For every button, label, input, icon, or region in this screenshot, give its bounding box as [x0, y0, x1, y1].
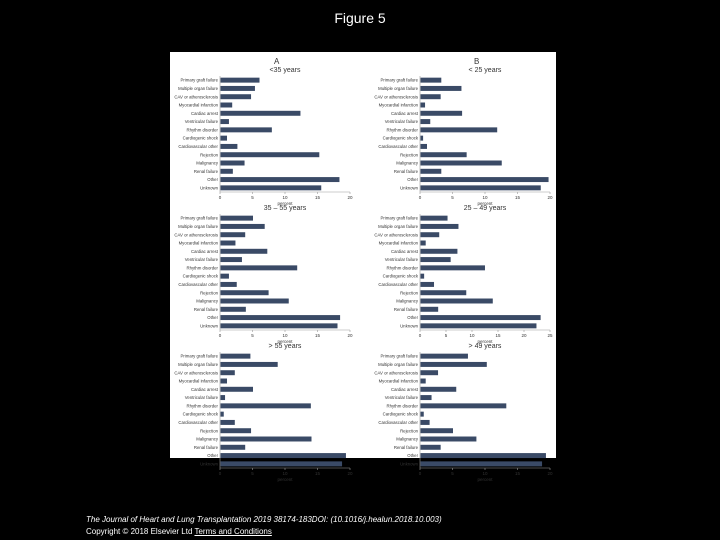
bar [221, 412, 224, 417]
category-label: CAV or atherosclerosis [374, 232, 418, 238]
category-label: CAV or atherosclerosis [174, 94, 218, 100]
category-label: Malignancy [396, 298, 418, 304]
category-label: Malignancy [396, 436, 418, 442]
bar [421, 127, 498, 132]
bar [421, 453, 546, 458]
category-label: CAV or atherosclerosis [374, 94, 418, 100]
category-label: Primary graft failure [380, 353, 418, 359]
chart-5 [374, 343, 553, 482]
bar [421, 290, 467, 295]
x-axis-label: percent [277, 477, 293, 482]
category-label: Unknown [400, 461, 418, 467]
chart-4 [174, 343, 353, 482]
bar [221, 437, 312, 442]
bar [421, 257, 451, 262]
category-label: Unknown [400, 185, 418, 191]
bar [221, 103, 233, 108]
chart-0 [174, 67, 353, 206]
category-label: Cardiogenic shock [382, 411, 418, 417]
category-label: Ventricular failure [184, 257, 218, 263]
citation-text: The Journal of Heart and Lung Transplantation 2019 38174-183DOI: (10.1016/j.healun.2018.10.003) [86, 515, 442, 524]
category-label: Malignancy [196, 160, 218, 166]
category-label: Cardiovascular other [178, 144, 218, 150]
chart-1 [374, 67, 553, 206]
category-label: Ventricular failure [184, 395, 218, 401]
bar [221, 461, 343, 466]
category-label: Ventricular failure [384, 119, 418, 125]
category-label: Myocardial infarction [178, 102, 218, 108]
x-tick-label: 5 [251, 195, 254, 200]
category-label: Primary graft failure [180, 215, 218, 221]
category-label: Myocardial infarction [178, 378, 218, 384]
terms-link[interactable]: Terms and Conditions [194, 527, 272, 536]
chart-title: < 25 years [468, 67, 502, 74]
bar [421, 445, 441, 450]
category-label: Multiple organ failure [178, 362, 218, 368]
bar [421, 299, 493, 304]
category-label: Rhythm disorder [386, 265, 418, 271]
figure-title: Figure 5 [334, 10, 386, 26]
bar [421, 403, 507, 408]
category-label: Multiple organ failure [378, 362, 418, 368]
category-label: Cardiogenic shock [382, 135, 418, 141]
category-label: Cardiac arrest [391, 386, 418, 392]
bar [221, 86, 255, 91]
category-label: Other [407, 315, 418, 321]
bar [421, 78, 442, 83]
category-label: Rejection [400, 428, 418, 434]
x-tick-label: 20 [547, 195, 553, 200]
bar [221, 307, 246, 312]
category-label: Multiple organ failure [378, 224, 418, 230]
category-label: Cardiac arrest [391, 110, 418, 116]
category-label: Unknown [200, 185, 218, 191]
bar [421, 461, 543, 466]
x-tick-label: 0 [418, 195, 422, 200]
chart-2 [174, 205, 353, 344]
category-label: Other [207, 315, 218, 321]
bar [421, 119, 431, 124]
category-label: Renal failure [393, 306, 418, 312]
category-label: Cardiovascular other [178, 420, 218, 426]
category-label: Cardiovascular other [378, 420, 418, 426]
bar [221, 282, 237, 287]
bar [221, 370, 235, 375]
x-axis-label: percent [277, 201, 293, 206]
chart-title: 25 – 49 years [463, 205, 507, 212]
x-axis-label: percent [477, 477, 493, 482]
x-tick-label: 5 [451, 195, 454, 200]
category-label: Cardiovascular other [178, 282, 218, 288]
bar [421, 241, 426, 246]
bar [221, 94, 252, 99]
bar [221, 453, 346, 458]
bar [421, 395, 432, 400]
category-label: Rhythm disorder [186, 403, 218, 409]
category-label: Other [207, 453, 218, 459]
x-tick-label: 15 [495, 333, 501, 338]
category-label: Rejection [400, 152, 418, 158]
bar [221, 257, 242, 262]
category-label: Primary graft failure [380, 215, 418, 221]
category-label: Cardiac arrest [191, 110, 218, 116]
bar [421, 161, 502, 166]
bar [221, 290, 269, 295]
chart-title: <35 years [269, 67, 301, 74]
chart-grid [170, 52, 556, 482]
bar [421, 216, 448, 221]
bar [221, 323, 338, 328]
x-tick-label: 20 [347, 471, 353, 476]
bar [221, 119, 229, 124]
x-tick-label: 20 [521, 333, 527, 338]
bar [421, 323, 537, 328]
bar [421, 249, 458, 254]
x-tick-label: 0 [218, 333, 222, 338]
bar [421, 420, 430, 425]
copyright-line [86, 526, 442, 538]
chart-title: > 49 years [468, 343, 502, 350]
bar [421, 265, 485, 270]
bar [221, 299, 289, 304]
category-label: Unknown [200, 323, 218, 329]
category-label: Renal failure [193, 168, 218, 174]
x-tick-label: 0 [418, 471, 422, 476]
bar [421, 412, 424, 417]
bar [421, 370, 439, 375]
figure-panel [170, 52, 556, 482]
bar [421, 362, 487, 367]
category-label: Renal failure [393, 444, 418, 450]
x-tick-label: 20 [547, 471, 553, 476]
bar [221, 395, 226, 400]
footer [86, 514, 442, 538]
bar [221, 152, 320, 157]
bar [221, 420, 235, 425]
x-tick-label: 0 [418, 333, 422, 338]
chart-title: 35 – 55 years [263, 205, 307, 212]
bar [221, 136, 228, 141]
category-label: Ventricular failure [184, 119, 218, 125]
bar [221, 177, 340, 182]
x-tick-label: 5 [251, 333, 254, 338]
bar [221, 387, 254, 392]
bar [421, 354, 468, 359]
bar [221, 169, 233, 174]
bar [221, 216, 254, 221]
x-axis-label: percent [277, 339, 293, 344]
category-label: Renal failure [393, 168, 418, 174]
bar [421, 144, 428, 149]
category-label: Primary graft failure [180, 353, 218, 359]
category-label: Renal failure [193, 306, 218, 312]
x-tick-label: 0 [218, 471, 222, 476]
bar [221, 224, 265, 229]
bar [221, 127, 272, 132]
x-tick-label: 20 [347, 333, 353, 338]
category-label: Cardiovascular other [378, 282, 418, 288]
x-tick-label: 15 [514, 471, 521, 476]
category-label: Cardiovascular other [378, 144, 418, 150]
x-tick-label: 15 [314, 471, 321, 476]
bar [421, 437, 477, 442]
chart-title: > 55 years [268, 343, 302, 350]
category-label: Renal failure [193, 444, 218, 450]
category-label: Myocardial infarction [178, 240, 218, 246]
bar [221, 265, 298, 270]
bar [421, 379, 426, 384]
bar [421, 232, 440, 237]
category-label: Rhythm disorder [186, 265, 218, 271]
category-label: Primary graft failure [380, 77, 418, 83]
bar [421, 177, 549, 182]
category-label: Multiple organ failure [178, 224, 218, 230]
category-label: Cardiogenic shock [382, 273, 418, 279]
category-label: Malignancy [196, 298, 218, 304]
panel-letter-b: B [474, 57, 480, 66]
x-tick-label: 10 [282, 195, 288, 200]
x-tick-label: 5 [444, 333, 448, 338]
bar [221, 232, 246, 237]
bar [421, 111, 463, 116]
bar [221, 161, 245, 166]
x-tick-label: 5 [251, 471, 254, 476]
x-tick-label: 0 [218, 195, 222, 200]
category-label: Multiple organ failure [378, 86, 418, 92]
category-label: Rejection [400, 290, 418, 296]
bar [221, 362, 278, 367]
bar [421, 282, 435, 287]
bar [421, 315, 541, 320]
category-label: CAV or atherosclerosis [374, 370, 418, 376]
bar [221, 241, 236, 246]
bar [421, 103, 426, 108]
category-label: Rhythm disorder [386, 403, 418, 409]
bar [221, 403, 311, 408]
category-label: Unknown [200, 461, 218, 467]
category-label: Cardiogenic shock [182, 411, 218, 417]
bar [421, 94, 441, 99]
category-label: CAV or atherosclerosis [174, 232, 218, 238]
bar [421, 136, 424, 141]
x-tick-label: 10 [482, 471, 488, 476]
category-label: Ventricular failure [384, 395, 418, 401]
category-label: Rejection [200, 152, 218, 158]
panel-letter-a: A [274, 57, 280, 66]
category-label: Rhythm disorder [186, 127, 218, 133]
x-tick-label: 20 [347, 195, 353, 200]
bar [221, 379, 228, 384]
x-tick-label: 10 [282, 471, 288, 476]
category-label: Other [407, 453, 418, 459]
bar [221, 274, 229, 279]
category-label: Cardiac arrest [191, 386, 218, 392]
x-axis-label: percent [477, 339, 493, 344]
category-label: Malignancy [196, 436, 218, 442]
category-label: Unknown [400, 323, 418, 329]
bar [421, 387, 457, 392]
category-label: Malignancy [396, 160, 418, 166]
bar [421, 274, 425, 279]
category-label: Other [407, 177, 418, 183]
x-tick-label: 25 [547, 333, 553, 338]
x-tick-label: 10 [282, 333, 288, 338]
x-tick-label: 15 [314, 195, 321, 200]
category-label: Cardiac arrest [191, 248, 218, 254]
bar [221, 445, 246, 450]
category-label: Rejection [200, 428, 218, 434]
bar [221, 78, 260, 83]
category-label: Rejection [200, 290, 218, 296]
category-label: Multiple organ failure [178, 86, 218, 92]
bar [221, 315, 341, 320]
category-label: Myocardial infarction [378, 378, 418, 384]
bar [421, 169, 442, 174]
x-tick-label: 5 [451, 471, 454, 476]
category-label: Primary graft failure [180, 77, 218, 83]
bar [421, 152, 467, 157]
chart-3 [374, 205, 553, 344]
copyright-text: Copyright © 2018 Elsevier Ltd [86, 527, 193, 536]
bar [221, 111, 301, 116]
bar [421, 224, 459, 229]
category-label: Cardiogenic shock [182, 273, 218, 279]
bar [221, 428, 252, 433]
bar [221, 354, 251, 359]
category-label: Myocardial infarction [378, 102, 418, 108]
category-label: CAV or atherosclerosis [174, 370, 218, 376]
category-label: Other [207, 177, 218, 183]
bar [421, 428, 454, 433]
category-label: Cardiac arrest [391, 248, 418, 254]
x-axis-label: percent [477, 201, 493, 206]
bar [421, 307, 439, 312]
category-label: Ventricular failure [384, 257, 418, 263]
bar [421, 185, 541, 190]
bar [221, 249, 268, 254]
bar [421, 86, 462, 91]
x-tick-label: 15 [514, 195, 521, 200]
category-label: Rhythm disorder [386, 127, 418, 133]
category-label: Myocardial infarction [378, 240, 418, 246]
x-tick-label: 15 [314, 333, 321, 338]
x-tick-label: 10 [482, 195, 488, 200]
bar [221, 144, 238, 149]
x-tick-label: 10 [469, 333, 475, 338]
bar [221, 185, 322, 190]
category-label: Cardiogenic shock [182, 135, 218, 141]
